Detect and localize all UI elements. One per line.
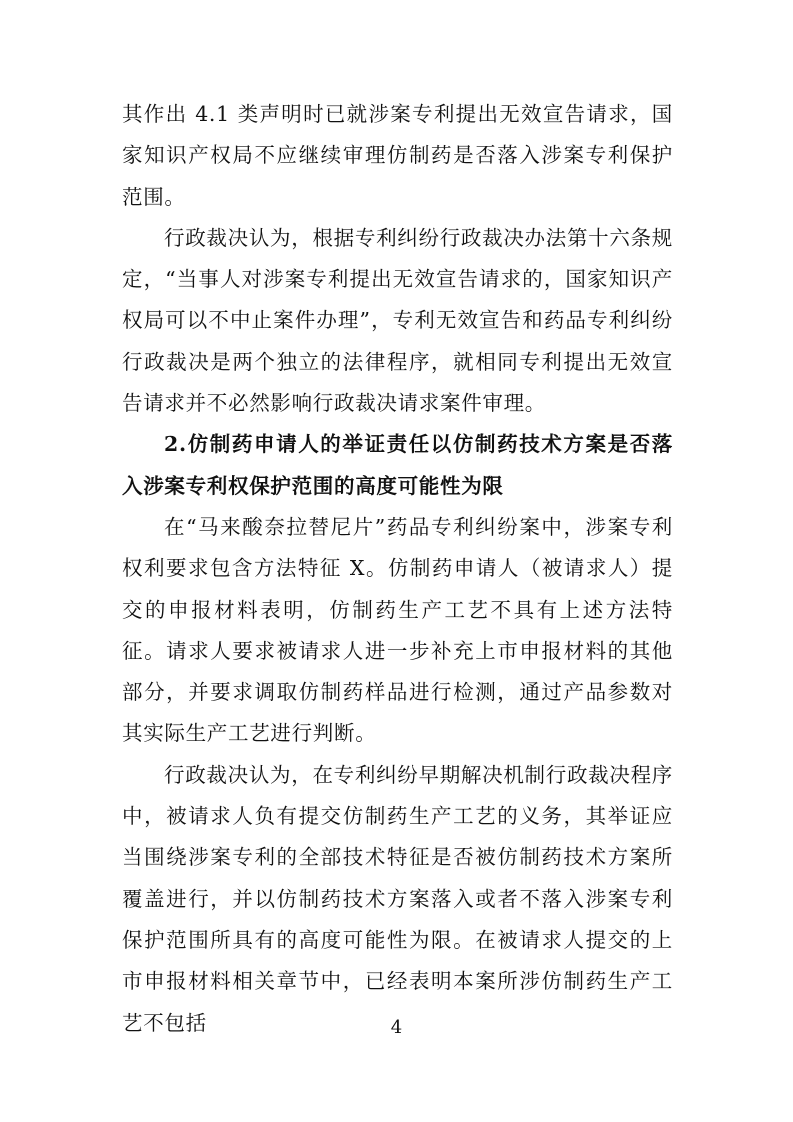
page-number: 4: [390, 1017, 403, 1038]
document-body: [122, 94, 673, 1044]
paragraph-continued: 其作出 4.1 类声明时已就涉案专利提出无效宣告请求，国家知识产权局不应继续审理仿制药是否落入涉案专利保护范围。: [122, 102, 673, 209]
paragraph-ruling-burden: 行政裁决认为，在专利纠纷早期解决机制行政裁决程序中，被请求人负有提交仿制药生产工艺的义务，其举证应当围绕涉案专利的全部技术特征是否被仿制药技术方案所覆盖进行，并以仿制药技术方案落入或者不落入涉案专利保护范围所具有的高度可能性为限。在被请求人提交的上市申报材料相关章节中，已经表明本案所涉仿制药生产工艺不包括: [122, 762, 673, 1035]
paragraph-ruling-invalidation: 行政裁决认为，根据专利纠纷行政裁决办法第十六条规定，“当事人对涉案专利提出无效宣告请求的，国家知识产权局可以不中止案件办理”，专利无效宣告和药品专利纠纷行政裁决是两个独立的法律程序，就相同专利提出无效宣告请求并不必然影响行政裁决请求案件审理。: [122, 225, 673, 416]
paragraph-case-facts: 在“马来酸奈拉替尼片”药品专利纠纷案中，涉案专利权利要求包含方法特征 X。仿制药申请人（被请求人）提交的申报材料表明，仿制药生产工艺不具有上述方法特征。请求人要求被请求人进一步补充上市申报材料的其他部分，并要求调取仿制药样品进行检测，通过产品参数对其实际生产工艺进行判断。: [122, 514, 673, 746]
section-heading-burden-of-proof: 2.仿制药申请人的举证责任以仿制药技术方案是否落入涉案专利权保护范围的高度可能性为限: [122, 432, 673, 498]
